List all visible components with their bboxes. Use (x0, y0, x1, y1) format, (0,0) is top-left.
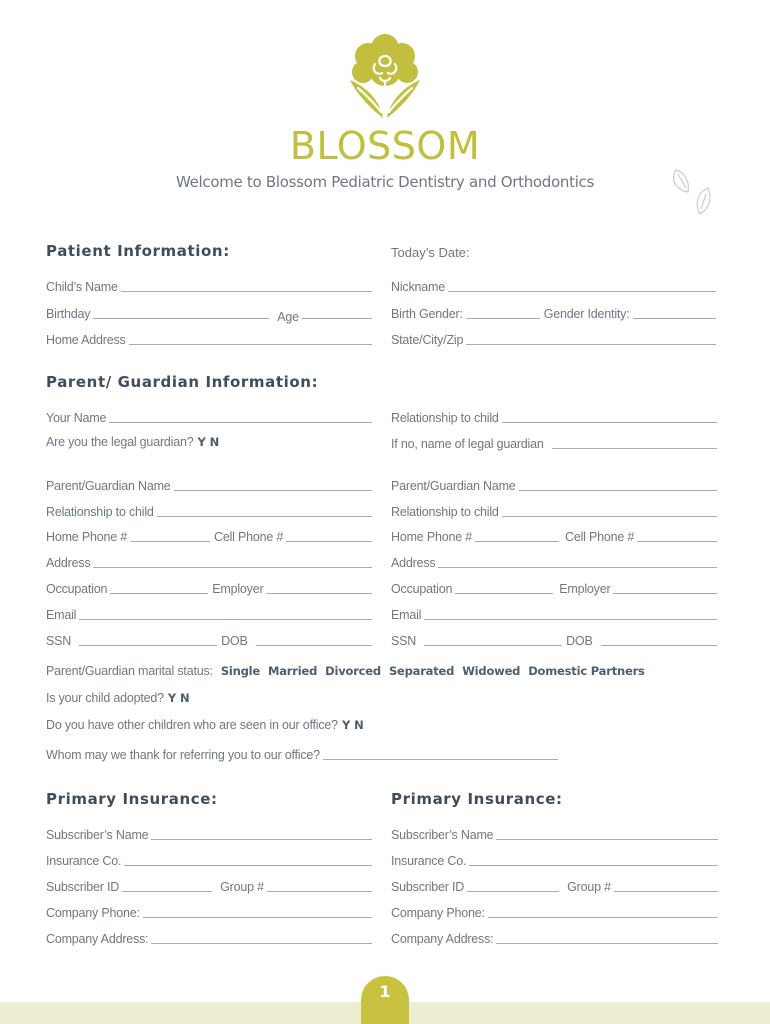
adopted-label: Is your child adopted? (46, 691, 164, 705)
pg2-phone-field[interactable] (391, 527, 717, 545)
ins1-company-address-field[interactable] (46, 929, 372, 947)
your-name-label: Your Name (46, 411, 107, 425)
ins1-subscriber-id-label: Subscriber ID (46, 880, 120, 894)
pg1-cell-phone-label: Cell Phone # (214, 530, 284, 544)
ins1-subscriber-name-field[interactable] (46, 825, 372, 843)
ins2-subscriber-name-label: Subscriber’s Name (391, 828, 494, 842)
todays-date-label: Today’s Date: (391, 245, 470, 260)
blossom-flower-logo (335, 30, 435, 124)
pg1-employer-label: Employer (212, 582, 264, 596)
other-children-no-option[interactable]: N (354, 718, 364, 732)
legal-guardian-yes-option[interactable]: Y (197, 435, 206, 449)
ins2-insurance-co-field[interactable] (391, 851, 718, 869)
marital-option-separated[interactable]: Separated (388, 664, 455, 678)
other-children-label: Do you have other children who are seen in our office? (46, 718, 338, 732)
legal-guardian-label: Are you the legal guardian? (46, 435, 194, 449)
marital-option-domestic-partners[interactable]: Domestic Partners (528, 664, 645, 678)
adopted-no-option[interactable]: N (180, 691, 190, 705)
primary-insurance-heading-right: Primary Insurance: (391, 790, 563, 808)
pg2-dob-label: DOB (566, 634, 593, 648)
pg2-home-phone-label: Home Phone # (391, 530, 472, 544)
ins1-group-label: Group # (220, 880, 264, 894)
ins2-company-address-field[interactable] (391, 929, 718, 947)
ins2-subscriber-id-label: Subscriber ID (391, 880, 465, 894)
gender-identity-label: Gender Identity: (543, 307, 630, 321)
pg2-email-label: Email (391, 608, 422, 622)
pg2-cell-phone-label: Cell Phone # (565, 530, 635, 544)
pg1-ssn-label: SSN (46, 634, 72, 648)
ins1-company-phone-label: Company Phone: (46, 906, 140, 920)
ins2-company-phone-label: Company Phone: (391, 906, 485, 920)
marital-option-married[interactable]: Married (268, 664, 318, 678)
other-children-question (46, 718, 364, 732)
state-city-zip-field[interactable] (391, 330, 716, 348)
patient-info-heading: Patient Information: (46, 242, 230, 260)
pg2-address-field[interactable] (391, 553, 717, 571)
adopted-question (46, 691, 189, 705)
ins1-subscriber-name-label: Subscriber’s Name (46, 828, 149, 842)
pg1-occupation-label: Occupation (46, 582, 108, 596)
referral-field[interactable] (46, 745, 558, 763)
page-number: 1 (379, 982, 391, 1001)
ins2-subscriber-name-field[interactable] (391, 825, 718, 843)
pg1-email-label: Email (46, 608, 77, 622)
pg2-name-field[interactable] (391, 476, 717, 494)
home-address-field[interactable] (46, 330, 372, 348)
pg2-occupation-field[interactable] (391, 579, 717, 597)
birthday-label: Birthday (46, 307, 91, 321)
legal-guardian-name-field[interactable] (391, 434, 717, 452)
marital-status-question (46, 664, 645, 678)
pg1-ssn-field[interactable] (46, 631, 372, 649)
relationship-field[interactable] (391, 408, 717, 426)
ins1-subscriber-id-field[interactable] (46, 877, 372, 895)
legal-guardian-name-label: If no, name of legal guardian (391, 437, 544, 451)
state-city-zip-label: State/City/Zip (391, 333, 464, 347)
marital-option-single[interactable]: Single (220, 664, 260, 678)
welcome-text: Welcome to Blossom Pediatric Dentistry and Orthodontics (175, 173, 595, 191)
adopted-yes-option[interactable]: Y (167, 691, 177, 705)
legal-guardian-no-option[interactable]: N (209, 435, 220, 449)
pg1-occupation-field[interactable] (46, 579, 372, 597)
pg1-relationship-label: Relationship to child (46, 505, 154, 519)
ins2-insurance-co-label: Insurance Co. (391, 854, 467, 868)
home-address-label: Home Address (46, 333, 126, 347)
relationship-label: Relationship to child (391, 411, 499, 425)
ins2-company-address-label: Company Address: (391, 932, 494, 946)
pg2-relationship-field[interactable] (391, 502, 717, 520)
childs-name-label: Child’s Name (46, 280, 118, 294)
ins1-insurance-co-label: Insurance Co. (46, 854, 122, 868)
pg1-email-field[interactable] (46, 605, 372, 623)
pg1-home-phone-label: Home Phone # (46, 530, 127, 544)
pg1-phone-field[interactable] (46, 527, 372, 545)
birth-gender-label: Birth Gender: (391, 307, 463, 321)
nickname-label: Nickname (391, 280, 445, 294)
brand-name: BLOSSOM (289, 124, 481, 168)
pg2-name-label: Parent/Guardian Name (391, 479, 516, 493)
nickname-field[interactable] (391, 277, 716, 295)
ins1-insurance-co-field[interactable] (46, 851, 372, 869)
birthday-field[interactable] (46, 304, 372, 322)
age-label: Age (277, 310, 299, 324)
ins2-subscriber-id-field[interactable] (391, 877, 718, 895)
leaves-decoration-icon (668, 166, 716, 218)
ins2-company-phone-field[interactable] (391, 903, 718, 921)
other-children-yes-option[interactable]: Y (341, 718, 351, 732)
guardian-info-heading: Parent/ Guardian Information: (46, 373, 319, 391)
birth-gender-field[interactable] (391, 304, 716, 322)
your-name-field[interactable] (46, 408, 372, 426)
pg2-occupation-label: Occupation (391, 582, 453, 596)
marital-option-divorced[interactable]: Divorced (325, 664, 381, 678)
pg2-address-label: Address (391, 556, 436, 570)
referral-label: Whom may we thank for referring you to our office? (46, 748, 320, 762)
childs-name-field[interactable] (46, 277, 372, 295)
pg2-employer-label: Employer (559, 582, 611, 596)
pg2-ssn-label: SSN (391, 634, 417, 648)
primary-insurance-heading-left: Primary Insurance: (46, 790, 218, 808)
pg1-address-label: Address (46, 556, 91, 570)
pg2-email-field[interactable] (391, 605, 717, 623)
pg2-ssn-field[interactable] (391, 631, 717, 649)
pg1-address-field[interactable] (46, 553, 372, 571)
pg1-name-label: Parent/Guardian Name (46, 479, 171, 493)
ins2-group-label: Group # (567, 880, 611, 894)
pg2-relationship-label: Relationship to child (391, 505, 499, 519)
pg1-relationship-field[interactable] (46, 502, 372, 520)
legal-guardian-question (46, 435, 219, 449)
ins1-company-address-label: Company Address: (46, 932, 149, 946)
ins1-company-phone-field[interactable] (46, 903, 372, 921)
pg1-dob-label: DOB (221, 634, 248, 648)
marital-option-widowed[interactable]: Widowed (462, 664, 521, 678)
marital-status-label: Parent/Guardian marital status: (46, 664, 213, 678)
pg1-name-field[interactable] (46, 476, 372, 494)
